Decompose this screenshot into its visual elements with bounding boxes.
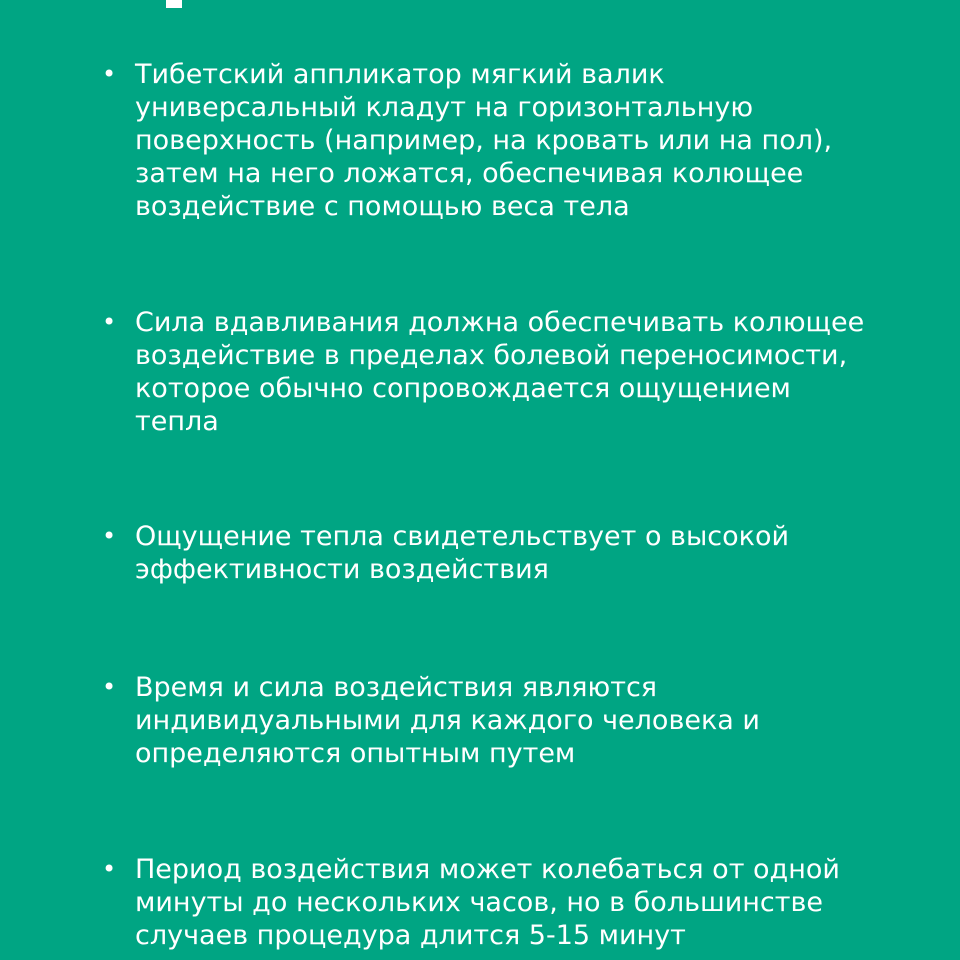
bullet-text: Период воздействия может колебаться от одной минуты до нескольких часов, но в большинстве случаев процедура длится 5-15 минут (135, 854, 840, 951)
bullet-icon: • (102, 673, 117, 701)
bullet-text: Сила вдавливания должна обеспечивать колющее воздействие в пределах болевой переносимости, которое обычно сопровождается ощущением тепла (135, 307, 865, 437)
bullet-icon: • (102, 522, 117, 550)
list-item (102, 306, 922, 438)
list-item (102, 853, 922, 952)
bullet-text: Время и сила воздействия являются индивидуальными для каждого человека и определяются опытным путем (135, 672, 760, 769)
bullet-text: Тибетский аппликатор мягкий валик универсальный кладут на горизонтальную поверхность (например, на кровать или на пол), затем на него ложатся, обеспечивая колющее воздействие с помощью веса тела (135, 59, 833, 222)
bullet-text: Ощущение тепла свидетельствует о высокой эффективности воздействия (135, 521, 790, 585)
bullet-icon: • (102, 60, 117, 88)
bullet-icon: • (102, 308, 117, 336)
list-item (102, 520, 922, 586)
list-item (102, 58, 922, 223)
list-item (102, 671, 922, 770)
bullet-icon: • (102, 855, 117, 883)
